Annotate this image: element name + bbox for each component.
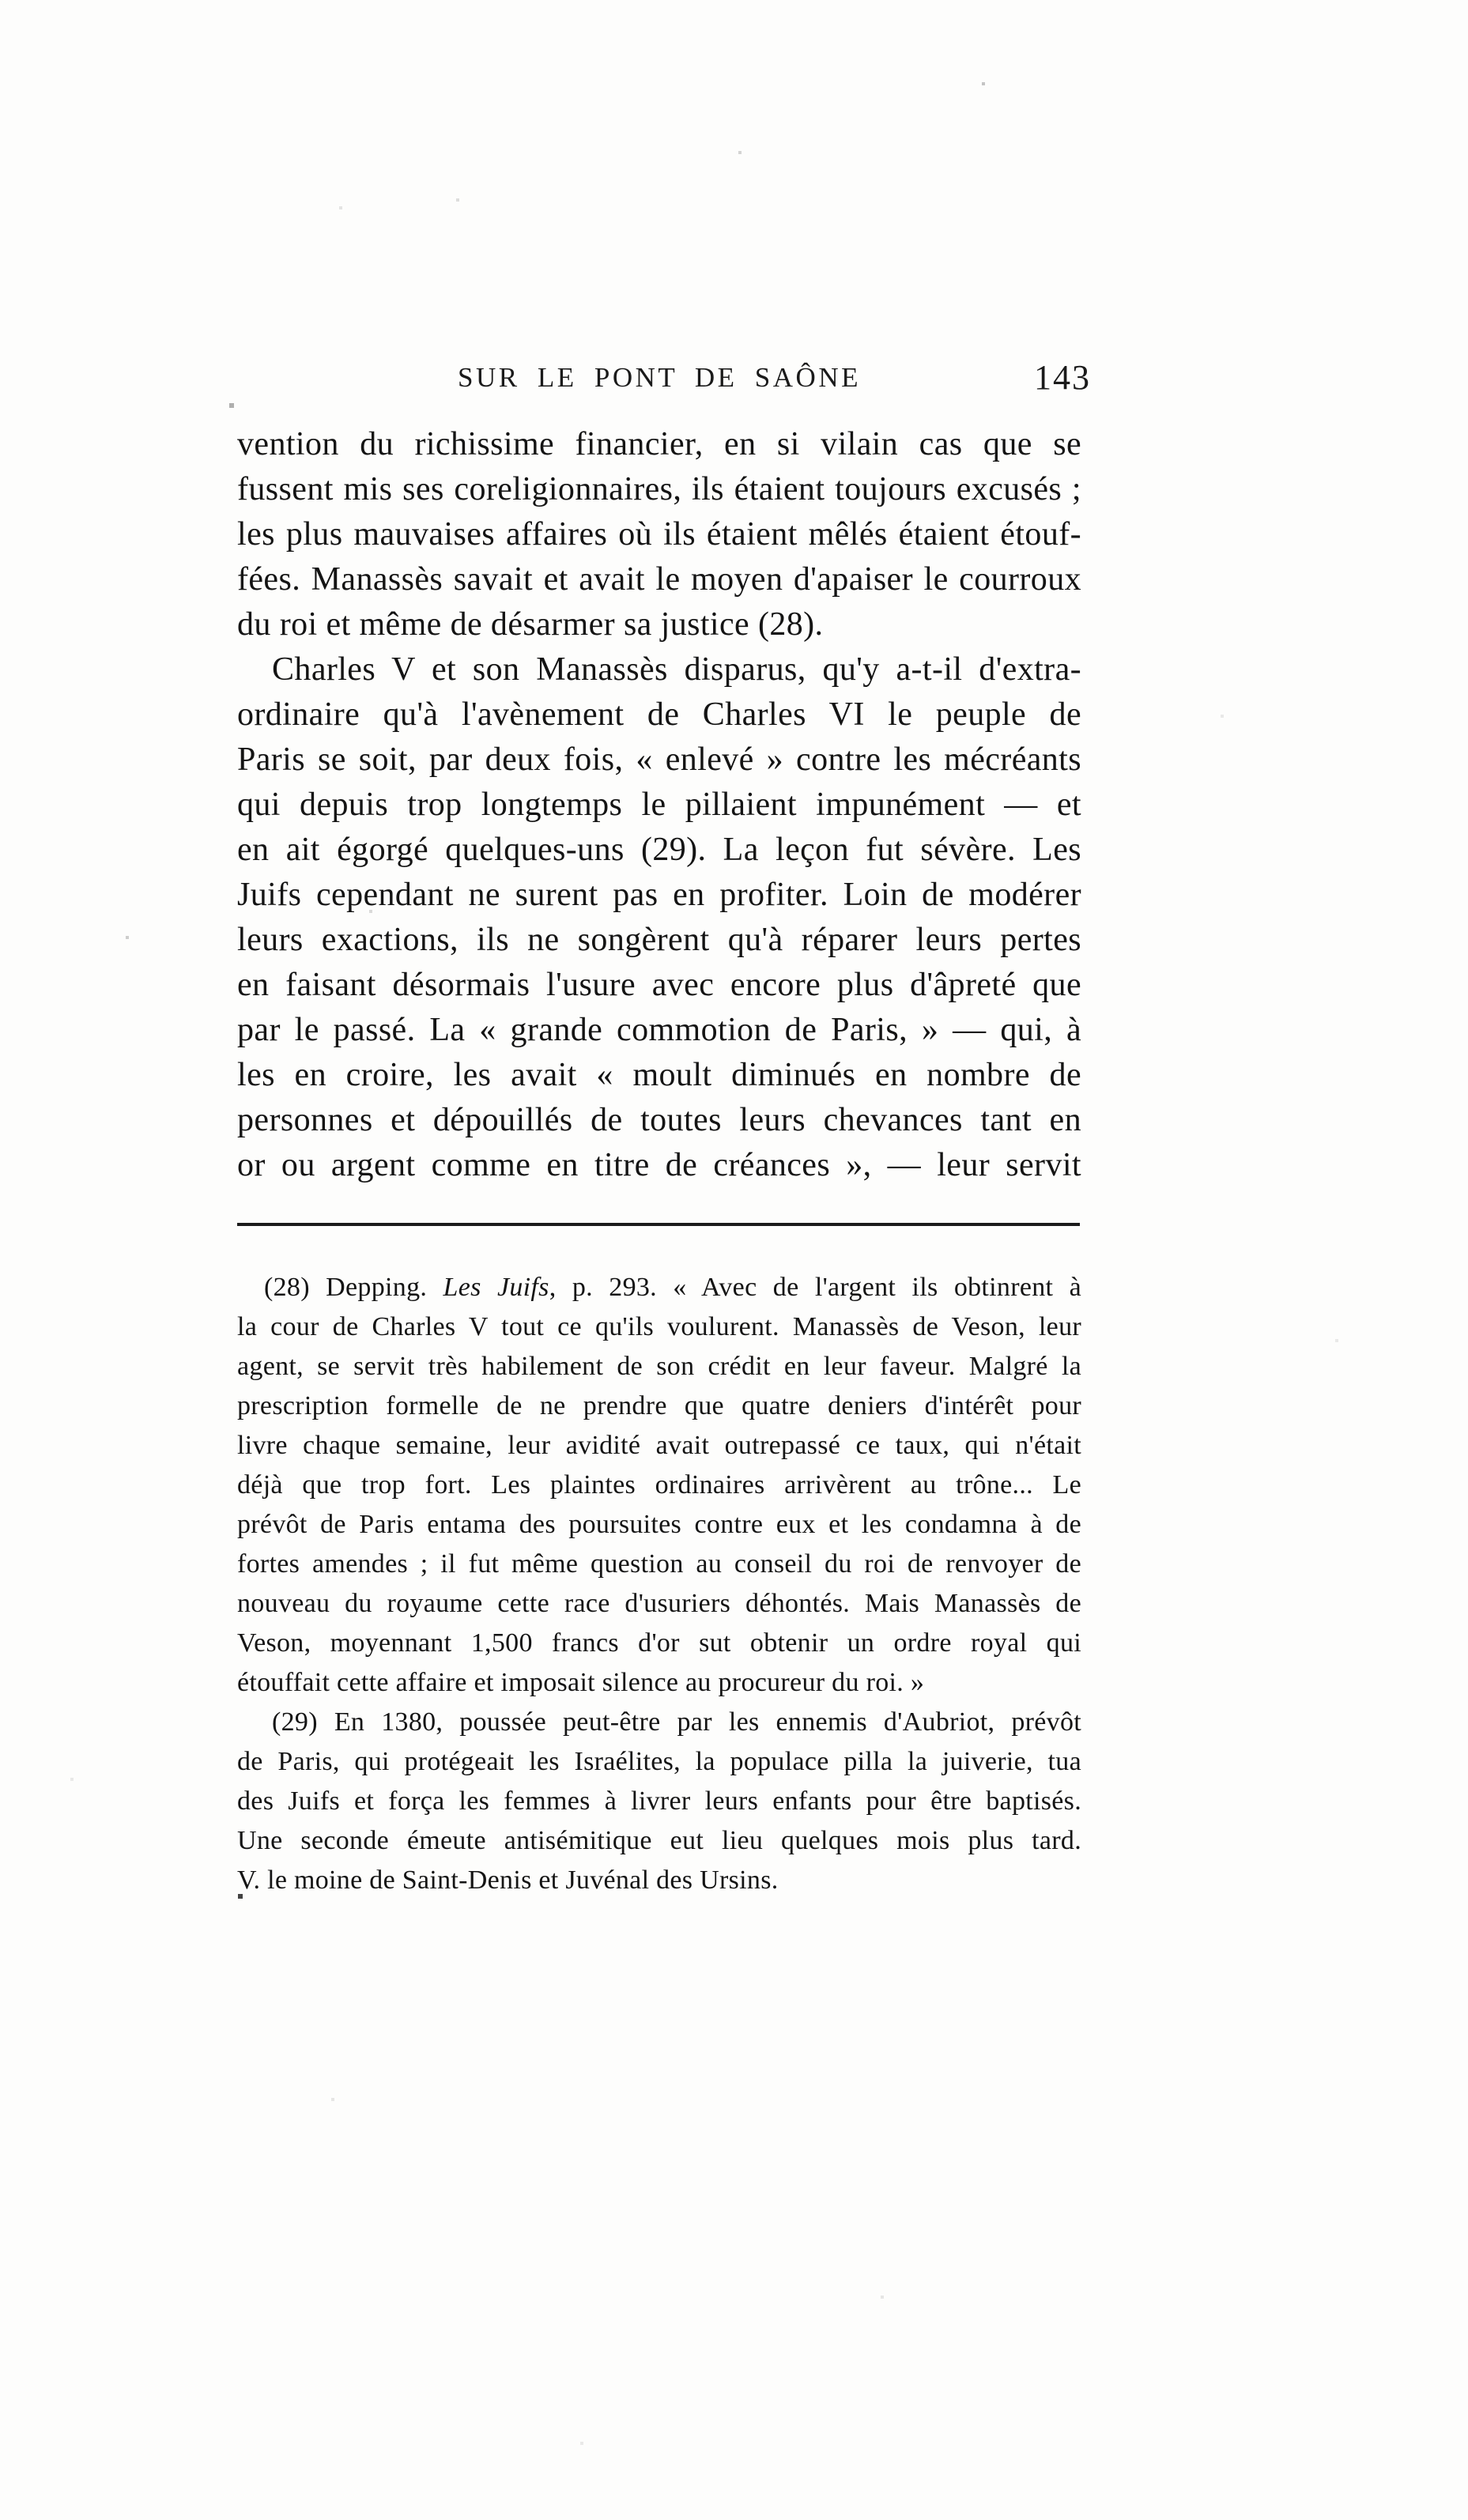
footnote-28 <box>237 1268 1081 1703</box>
text-line: leurs exactions, ils ne songèrent qu'à réparer leurs pertes <box>237 922 1081 958</box>
text-line: (29) En 1380, poussée peut-être par les ennemis d'Aubriot, prévôt <box>272 1707 1081 1737</box>
text-line: Charles V et son Manassès disparus, qu'y a-t-il d'extra- <box>272 651 1081 688</box>
text-line: en faisant désormais l'usure avec encore plus d'âpreté que <box>237 967 1081 1003</box>
footnote-separator-rule <box>237 1223 1080 1226</box>
text-line: Veson, moyennant 1,500 francs d'or sut obtenir un ordre royal qui <box>237 1628 1081 1658</box>
text-line: déjà que trop fort. Les plaintes ordinaires arrivèrent au trône... Le <box>237 1470 1081 1500</box>
text-line: les en croire, les avait « moult diminués en nombre de <box>237 1057 1081 1093</box>
text-line: fortes amendes ; il fut même question au conseil du roi de renvoyer de <box>237 1549 1081 1579</box>
text-line: en ait égorgé quelques-uns (29). La leçon fut sévère. Les <box>237 832 1081 868</box>
text-line: les plus mauvaises affaires où ils étaient mêlés étaient étouf- <box>237 516 1081 553</box>
text-line: prévôt de Paris entama des poursuites contre eux et les condamna à de <box>237 1510 1081 1539</box>
text-line: agent, se servit très habilement de son crédit en leur faveur. Malgré la <box>237 1352 1081 1381</box>
text-line: livre chaque semaine, leur avidité avait outrepassé ce taux, qui n'était <box>237 1431 1081 1460</box>
footnote-29 <box>237 1703 1081 1900</box>
text-line: fées. Manassès savait et avait le moyen d'apaiser le courroux <box>237 561 1081 598</box>
scan-noise-speckles <box>0 0 2 2</box>
footnotes <box>237 1268 1081 1900</box>
text-line: fussent mis ses coreligionnaires, ils étaient toujours excusés ; <box>237 471 1081 507</box>
paragraph-1 <box>237 422 1081 647</box>
paragraph-2 <box>237 647 1081 1188</box>
page-number: 143 <box>1034 358 1091 397</box>
body-text <box>237 422 1081 1188</box>
cited-work-title: Les Juifs <box>443 1273 549 1302</box>
footnote-28-first-line <box>237 1268 1081 1307</box>
running-title: SUR LE PONT DE SAÔNE <box>458 362 861 393</box>
text-line: nouveau du royaume cette race d'usuriers déhontés. Mais Manassès de <box>237 1589 1081 1618</box>
footnote-28-marker-and-author: (28) Depping. <box>264 1273 443 1302</box>
text-line: or ou argent comme en titre de créances », — leur servit <box>237 1147 1081 1183</box>
text-line: Juifs cependant ne surent pas en profiter. Loin de modérer <box>237 877 1081 913</box>
text-line: V. le moine de Saint-Denis et Juvénal des Ursins. <box>237 1865 779 1895</box>
text-block <box>237 0 1091 2520</box>
text-line: de Paris, qui protégeait les Israélites, la populace pilla la juiverie, tua <box>237 1747 1081 1776</box>
text-line: par le passé. La « grande commotion de Paris, » — qui, à <box>237 1012 1081 1048</box>
text-line: vention du richissime financier, en si vilain cas que se <box>237 426 1081 462</box>
text-line: du roi et même de désarmer sa justice (28). <box>237 606 824 643</box>
footnote-28-first-line-rest: , p. 293. « Avec de l'argent ils obtinrent à <box>549 1273 1081 1302</box>
text-line: la cour de Charles V tout ce qu'ils voulurent. Manassès de Veson, leur <box>237 1312 1081 1341</box>
text-line: ordinaire qu'à l'avènement de Charles VI le peuple de <box>237 696 1081 733</box>
text-line: Paris se soit, par deux fois, « enlevé » contre les mécréants <box>237 741 1081 778</box>
running-head <box>237 357 1091 398</box>
text-line: prescription formelle de ne prendre que quatre deniers d'intérêt pour <box>237 1391 1081 1420</box>
text-line: étouffait cette affaire et imposait silence au procureur du roi. » <box>237 1668 925 1697</box>
text-line: des Juifs et força les femmes à livrer leurs enfants pour être baptisés. <box>237 1786 1081 1816</box>
text-line: personnes et dépouillés de toutes leurs chevances tant en <box>237 1102 1081 1138</box>
footnote-28-body <box>237 1307 1081 1703</box>
text-line: qui depuis trop longtemps le pillaient impunément — et <box>237 787 1081 823</box>
text-line: Une seconde émeute antisémitique eut lieu quelques mois plus tard. <box>237 1826 1081 1855</box>
